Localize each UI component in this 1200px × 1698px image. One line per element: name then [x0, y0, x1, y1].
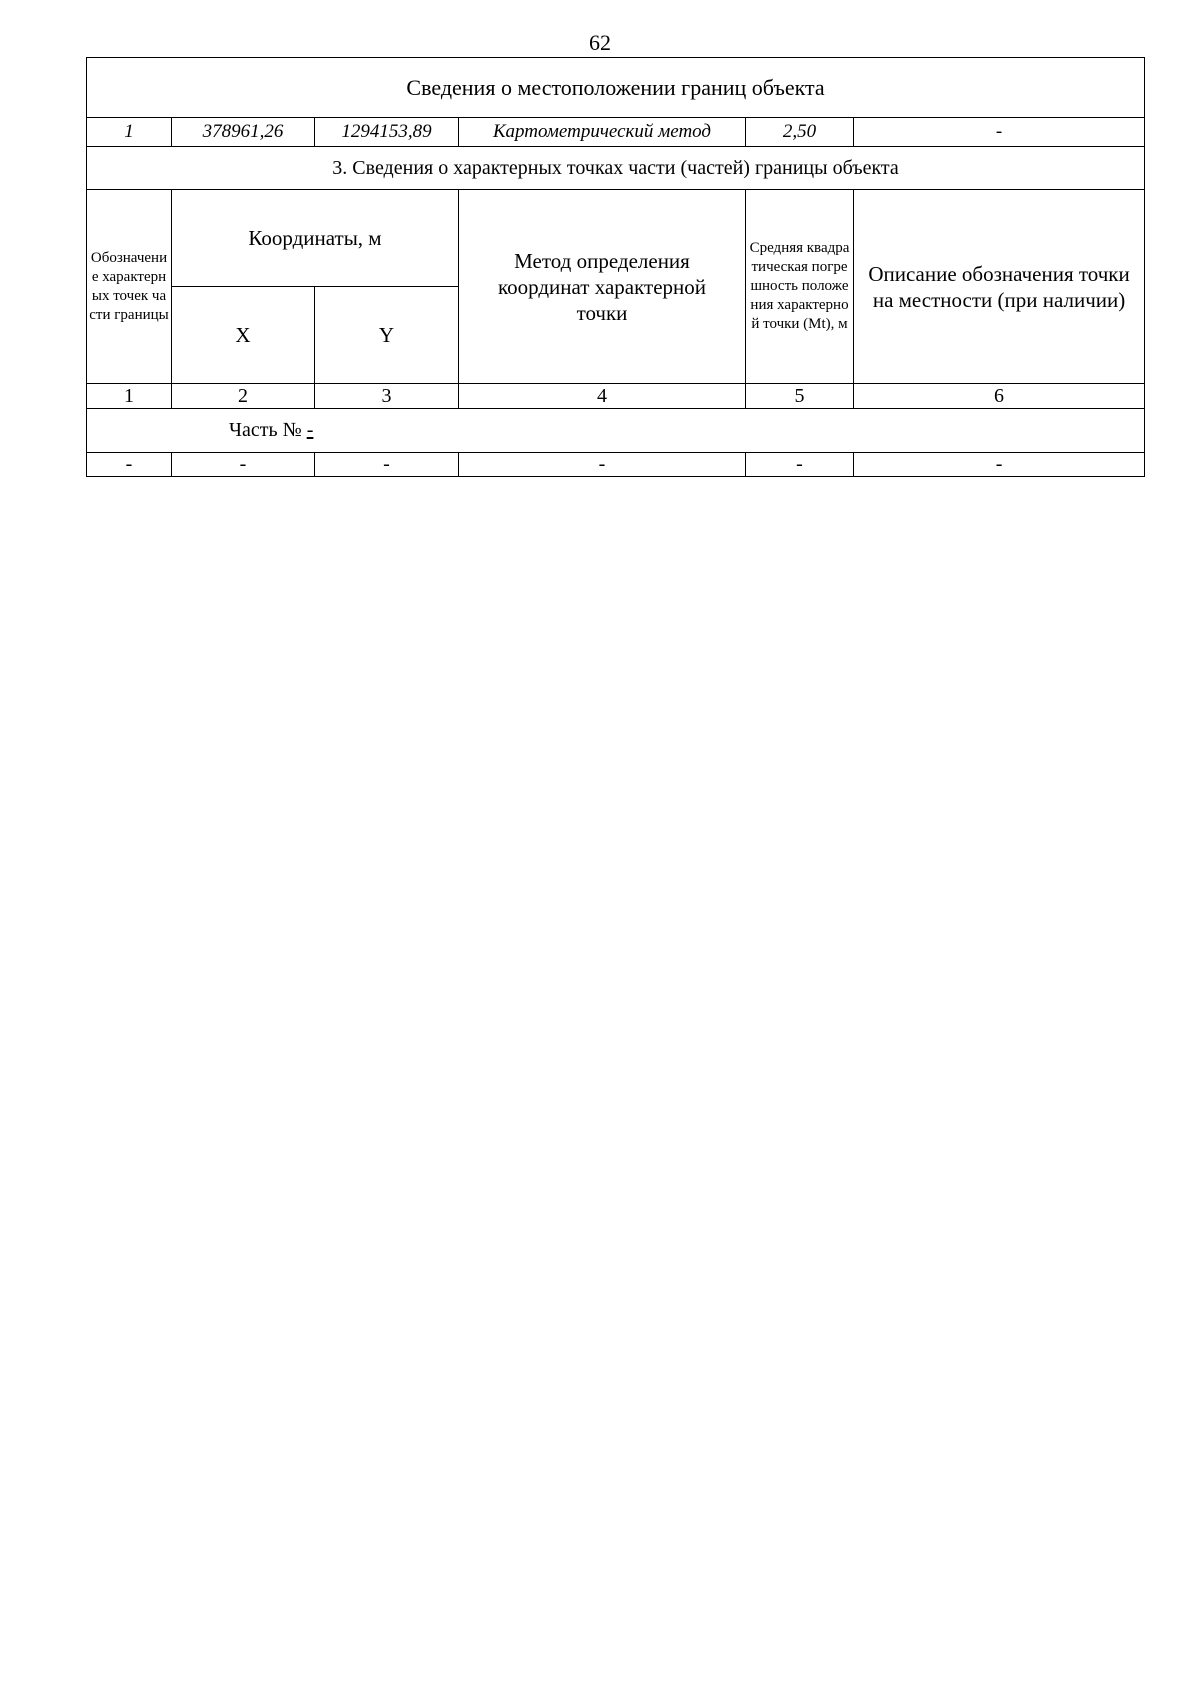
- part-label: Часть №: [229, 419, 302, 441]
- column-number: 5: [746, 384, 854, 409]
- empty-cell: -: [172, 453, 315, 477]
- empty-cell: -: [87, 453, 172, 477]
- header-point-description: Описание обозначения точки на местности (при наличии): [854, 190, 1145, 384]
- table-row: [87, 453, 1145, 477]
- column-number: 1: [87, 384, 172, 409]
- empty-cell: -: [315, 453, 459, 477]
- column-numbers-row: [87, 384, 1145, 409]
- header-point-designation: Обозначение характерных точек части границы: [87, 190, 172, 384]
- section-title-row: [87, 147, 1145, 190]
- method-cell: Картометрический метод: [459, 118, 746, 147]
- point-number-cell: 1: [87, 118, 172, 147]
- y-coordinate-cell: 1294153,89: [315, 118, 459, 147]
- error-cell: 2,50: [746, 118, 854, 147]
- column-number: 2: [172, 384, 315, 409]
- page-number: 62: [589, 30, 611, 55]
- description-cell: -: [854, 118, 1145, 147]
- header-mean-square-error: Средняя квадратическая погрешность положения характерной точки (Mt), м: [746, 190, 854, 384]
- x-coordinate-cell: 378961,26: [172, 118, 315, 147]
- column-number: 6: [854, 384, 1145, 409]
- boundary-table: [86, 57, 1145, 477]
- header-coordinates: Координаты, м: [172, 190, 459, 287]
- table-title-row: [87, 58, 1145, 118]
- column-number: 3: [315, 384, 459, 409]
- table-row: [87, 118, 1145, 147]
- header-method: Метод определения координат характерной точки: [459, 190, 746, 384]
- empty-cell: -: [459, 453, 746, 477]
- empty-cell: -: [854, 453, 1145, 477]
- part-cell: [87, 409, 1145, 453]
- header-x: X: [172, 287, 315, 384]
- section-title: 3. Сведения о характерных точках части (частей) границы объекта: [87, 147, 1145, 190]
- column-number: 4: [459, 384, 746, 409]
- header-row: [87, 190, 1145, 287]
- empty-cell: -: [746, 453, 854, 477]
- part-value: -: [306, 419, 314, 441]
- part-row: [87, 409, 1145, 453]
- header-y: Y: [315, 287, 459, 384]
- table-title: Сведения о местоположении границ объекта: [87, 58, 1145, 118]
